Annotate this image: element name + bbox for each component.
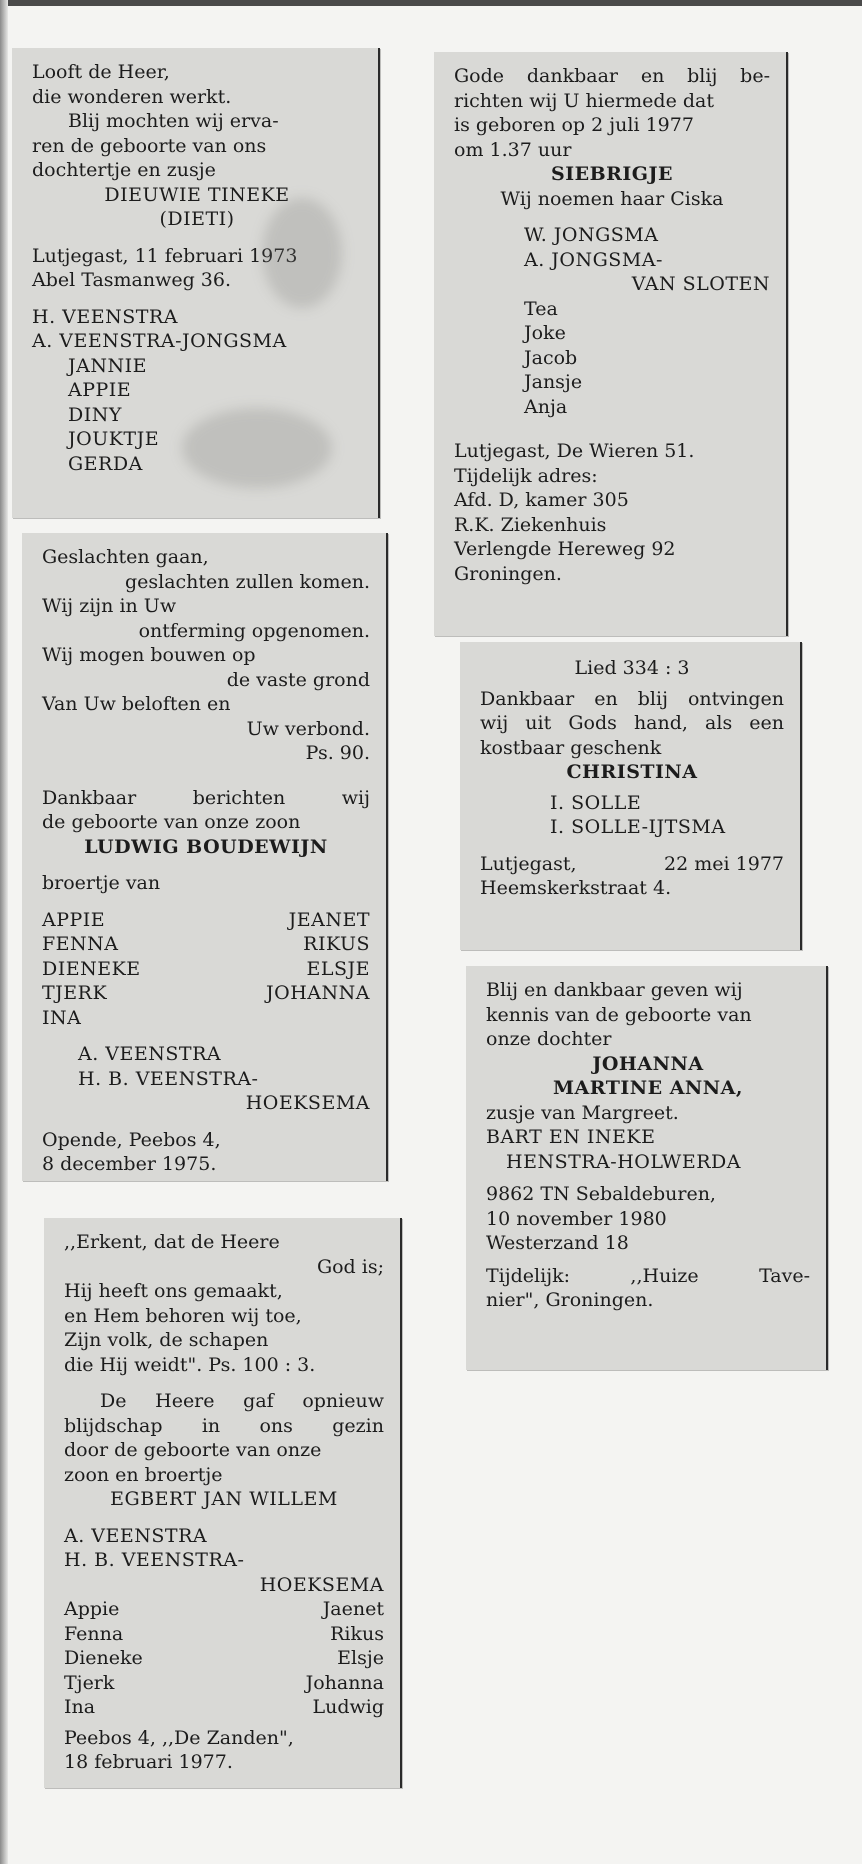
sibling-row (64, 1622, 384, 1647)
parent-name: W. JONGSMA (524, 224, 659, 246)
child-name: SIEBRIGJE (550, 163, 674, 185)
text-line: richten wij U hiermede dat (454, 89, 714, 112)
sibling-name: Dieneke (64, 1647, 143, 1669)
parent-name: A. VEENSTRA (64, 1524, 208, 1547)
sibling-name: DIENEKE (42, 957, 141, 980)
parent-name: I. SOLLE (550, 791, 642, 814)
child-name: LUDWIG BOUDEWIJN (84, 835, 328, 858)
sibling-row (42, 1006, 370, 1031)
sibling-name: TJERK (42, 982, 108, 1004)
sibling-name: Rikus (330, 1622, 384, 1645)
sibling-name: Johanna (305, 1671, 384, 1694)
parent-name: BART EN INEKE (486, 1126, 656, 1148)
child-name: EGBERT JAN WILLEM (110, 1488, 338, 1510)
text-line: Verlengde Hereweg 92 (454, 538, 676, 560)
text-line: de geboorte van onze zoon (42, 811, 301, 833)
text-line: Tijdelijk: ,,Huize Tave- (486, 1264, 810, 1287)
text-line: Dankbaar en blij ontvingen (480, 687, 784, 710)
sibling-name: Joke (524, 322, 566, 344)
text-line: De Heere gaf opnieuw (100, 1390, 384, 1412)
parent-name: H. B. VEENSTRA- (64, 1549, 245, 1571)
text-line: Dankbaar berichten wij (42, 786, 370, 809)
text-line: is geboren op 2 juli 1977 (454, 114, 694, 136)
text-line: Wij mogen bouwen op (42, 644, 256, 666)
text-line: die wonderen werkt. (32, 85, 232, 108)
text-line: dochtertje en zusje (32, 159, 216, 181)
text-line: zusje van Margreet. (486, 1101, 679, 1124)
text-line: nier", Groningen. (486, 1289, 654, 1311)
parent-name: A. VEENSTRA-JONGSMA (32, 330, 287, 352)
child-name: MARTINE ANNA, (552, 1077, 744, 1099)
parent-name: H. VEENSTRA (32, 305, 178, 328)
child-name: CHRISTINA (566, 761, 698, 783)
text-line: door de geboorte van onze (64, 1439, 322, 1461)
text-line: ontferming opgenomen. (138, 619, 370, 642)
sibling-name: RIKUS (303, 933, 370, 955)
parent-name: VAN SLOTEN (631, 273, 770, 295)
scan-top-edge (0, 0, 862, 6)
sibling-name: Ina (64, 1696, 96, 1718)
sibling-name: Elsje (337, 1647, 384, 1669)
text-line: om 1.37 uur (454, 138, 572, 161)
sibling-name: Appie (64, 1598, 120, 1620)
address: Abel Tasmanweg 36. (32, 269, 232, 291)
birth-announcement-johanna (466, 966, 828, 1370)
birth-announcement-dieuwie (12, 48, 380, 518)
text-line: R.K. Ziekenhuis (454, 513, 607, 536)
address: 9862 TN Sebaldeburen, (486, 1183, 716, 1205)
text-line: broertje van (42, 872, 161, 894)
sibling-row (64, 1671, 384, 1696)
sibling-name: Anja (524, 395, 568, 418)
sibling-name: Jacob (524, 346, 578, 369)
text-line: ren de geboorte van ons (32, 134, 267, 157)
sibling-row (42, 957, 370, 982)
birth-announcement-ludwig (22, 533, 388, 1181)
address: Lutjegast, De Wieren 51. (454, 440, 695, 462)
sibling-name: APPIE (68, 379, 132, 401)
text-line: en Hem behoren wij toe, (64, 1304, 302, 1327)
text-line: Groningen. (454, 562, 562, 585)
birth-announcement-christina (460, 642, 802, 950)
birth-announcement-egbert (44, 1218, 402, 1788)
text-line: Blij en dankbaar geven wij (486, 979, 743, 1001)
sibling-name: APPIE (42, 908, 106, 931)
parent-name: H. B. VEENSTRA- (78, 1067, 259, 1090)
parent-name: HOEKSEMA (245, 1092, 370, 1114)
text-line: Tijdelijk adres: (454, 464, 598, 487)
psalm-reference: Ps. 90. (305, 742, 370, 764)
text-line: Van Uw beloften en (42, 693, 231, 715)
sibling-row (42, 908, 370, 933)
text-line: Gode dankbaar en blij be- (454, 65, 770, 87)
text-line: Zijn volk, de schapen (64, 1329, 269, 1351)
sibling-name: Tjerk (64, 1671, 115, 1694)
text-line: wij uit Gods hand, als een (480, 712, 784, 734)
sibling-name: GERDA (68, 452, 143, 475)
text-line: kennis van de geboorte van (486, 1003, 752, 1026)
sibling-row (64, 1597, 384, 1622)
date: 22 mei 1977 (664, 852, 784, 875)
parent-name: A. JONGSMA- (524, 248, 663, 271)
birth-announcement-siebrigje (434, 52, 788, 636)
text-line: zoon en broertje (64, 1463, 223, 1486)
sibling-row (64, 1646, 384, 1671)
sibling-name: JOHANNA (266, 982, 370, 1004)
parent-name: A. VEENSTRA (78, 1043, 222, 1065)
parent-name: HOEKSEMA (259, 1573, 384, 1596)
scan-left-edge (0, 0, 8, 1864)
sibling-name: JANNIE (68, 354, 147, 377)
child-name: JOHANNA (592, 1052, 704, 1075)
address: Peebos 4, ,,De Zanden", (64, 1726, 294, 1749)
text-line: Blij mochten wij erva- (68, 110, 279, 132)
sibling-name: FENNA (42, 933, 119, 955)
text-line: ,,Erkent, dat de Heere (64, 1231, 280, 1253)
sibling-name: Fenna (64, 1622, 124, 1645)
text-line: Hij heeft ons gemaakt, (64, 1280, 283, 1302)
sibling-name: ELSJE (306, 957, 370, 980)
text-line: Uw verbond. (246, 717, 370, 740)
sibling-name: JOUKTJE (68, 428, 160, 450)
sibling-name: Tea (524, 297, 558, 320)
text-line: God is; (316, 1255, 384, 1278)
text-line: onze dochter (486, 1028, 612, 1050)
sibling-name: INA (42, 1006, 82, 1029)
sibling-name: Ludwig (312, 1696, 384, 1718)
text-line: geslachten zullen komen. (124, 570, 370, 593)
parent-name: HENSTRA-HOLWERDA (506, 1150, 741, 1173)
sibling-row (64, 1695, 384, 1720)
address: Opende, Peebos 4, (42, 1128, 221, 1151)
date: 10 november 1980 (486, 1207, 667, 1230)
parent-name: I. SOLLE-IJTSMA (550, 816, 726, 838)
sibling-name: Jaenet (322, 1598, 384, 1620)
place-date (480, 852, 784, 877)
date: 18 februari 1977. (64, 1751, 233, 1773)
text-line: Afd. D, kamer 305 (454, 489, 629, 511)
place-date: Lutjegast, 11 februari 1973 (32, 244, 298, 267)
text-line: Wij noemen haar Ciska (500, 187, 724, 210)
sibling-name: Jansje (524, 371, 583, 393)
text-line: Wij zijn in Uw (42, 595, 177, 617)
text-line: Looft de Heer, (32, 61, 170, 83)
text-line: kostbaar geschenk (480, 736, 662, 759)
date: 8 december 1975. (42, 1153, 217, 1175)
text-line: Geslachten gaan, (42, 546, 209, 568)
text-line: blijdschap in ons gezin (64, 1414, 384, 1437)
sibling-row (42, 981, 370, 1006)
place: Lutjegast, (480, 852, 577, 875)
psalm-reference: die Hij weidt". Ps. 100 : 3. (64, 1353, 316, 1376)
sibling-name: JEANET (288, 908, 370, 931)
child-name: DIEUWIE TINEKE (104, 183, 290, 206)
sibling-name: DINY (68, 403, 122, 426)
address: Westerzand 18 (486, 1232, 629, 1254)
text-line: de vaste grond (226, 668, 370, 691)
sibling-row (42, 932, 370, 957)
hymn-reference: Lied 334 : 3 (574, 657, 690, 679)
address: Heemskerkstraat 4. (480, 877, 672, 899)
child-nickname: (DIETI) (159, 208, 235, 230)
